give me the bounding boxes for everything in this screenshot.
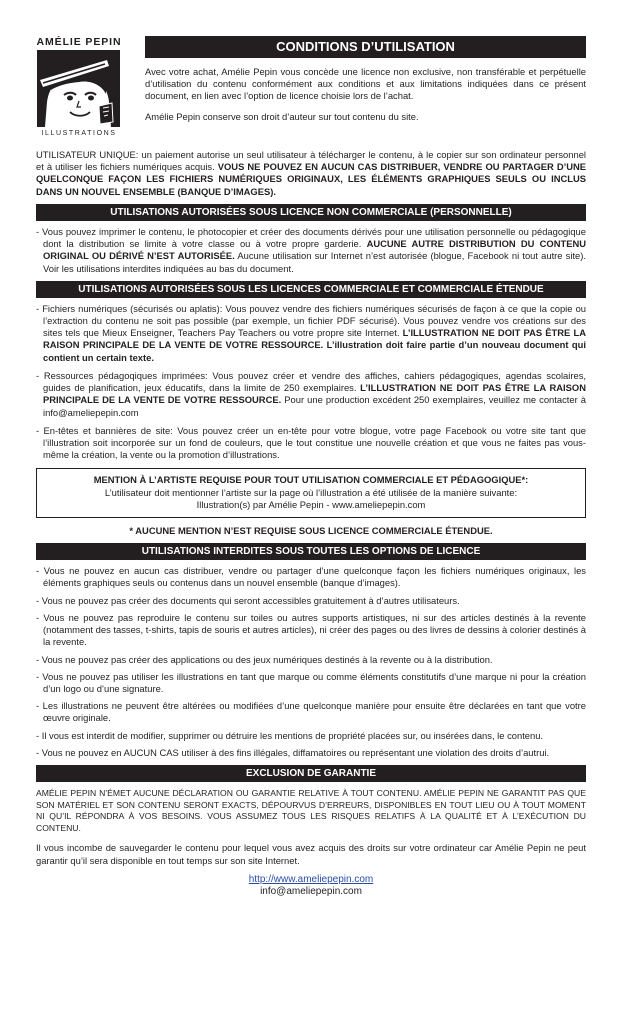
list-item: - Les illustrations ne peuvent être altérées ou modifiées d’une quelconque manière pour ensuite être déclarées en tant que votre œuvre originale.	[36, 700, 586, 724]
list-item: - Vous ne pouvez pas reproduire le contenu sur toiles ou autres supports artistiques, ni sur des articles destinés à la revente (notamment des tasses, t-shirts, tapis de souris et autres articles), ni créer des pages ou des livres de dessins à colorier destinés à la revente.	[36, 611, 586, 648]
mention-line-1: L’utilisateur doit mentionner l’artiste sur la page où l’illustration a été utilisée de la manière suivante:	[104, 486, 518, 498]
warranty-heading: EXCLUSION DE GARANTIE	[36, 765, 586, 782]
single-user-paragraph	[36, 149, 586, 198]
list-item	[36, 370, 586, 419]
title-block	[145, 36, 586, 131]
personal-license-list	[36, 226, 586, 275]
no-mention-note: * AUCUNE MENTION N’EST REQUISE SOUS LICENCE COMMERCIALE ÉTENDUE.	[129, 525, 493, 537]
logo-name: AMÉLIE PEPIN	[36, 36, 122, 48]
list-item: - Vous ne pouvez pas utiliser les illustrations en tant que marque ou comme éléments constitutifs d’une marque ni pour la création d’un logo ou d’une signature.	[36, 670, 586, 694]
list-item	[36, 226, 586, 275]
single-user-text: UTILISATEUR UNIQUE: un paiement autorise un seul utilisateur à télécharger le contenu, à le copier sur son ordinateur personnel et à utiliser les fichiers numériques acquis.	[36, 149, 586, 173]
contact-email: info@ameliepepin.com	[260, 886, 362, 898]
logo	[36, 36, 122, 140]
artist-mention-box	[36, 468, 586, 518]
mention-line-2: Illustration(s) par Amélie Pepin - www.ameliepepin.com	[196, 498, 426, 510]
list-item: - Vous ne pouvez en aucun cas distribuer, vendre ou partager d’une quelconque façon les fichiers numériques originaux, les éléments graphiques seuls ou contenus dans un nouvel ensemble (banque d’images).	[36, 565, 586, 589]
intro-paragraph-1: Avec votre achat, Amélie Pepin vous concède une licence non exclusive, non transférable et perpétuelle d’utilisation du contenu conformément aux conditions et aux limitations indiquées dans ce présent document, en lien avec l’option de licence choisie lors de l’achat.	[145, 66, 586, 102]
commercial-item-2-text: - Ressources pédagoqiques imprimées: Vous pouvez créer et vendre des affiches, cahiers pédagogiques, agendas scolaires, guides de planification, jeux éducatifs, dans la limite de 250 exemplaires.	[36, 369, 586, 394]
warranty-disclaimer: AMÉLIE PEPIN N’ÉMET AUCUNE DÉCLARATION OU GARANTIE RELATIVE À TOUT CONTENU. AMÉLIE PEPIN NE GARANTIT PAS QUE SON MATÉRIEL ET SON CONTENU SERONT EXACTS, DÉPOURVUS D’ERREURS, DISPONIBLES EN TOUT LIEU OU À TOUT MOMENT NI QU’IL RÉPONDRA À VOS BESOINS. VOUS ASSUMEZ TOUS LES RISQUES RELATIFS À LA QUALITÉ ET À L’EXÉCUTION DU CONTENU.	[36, 788, 586, 833]
forbidden-uses-list	[36, 565, 586, 759]
personal-license-heading: UTILISATIONS AUTORISÉES SOUS LICENCE NON COMMERCIALE (PERSONNELLE)	[36, 204, 586, 221]
commercial-license-list	[36, 303, 586, 462]
list-item	[36, 303, 586, 364]
intro-section	[145, 66, 586, 123]
intro-paragraph-2: Amélie Pepin conserve son droit d’auteur sur tout contenu du site.	[145, 110, 419, 122]
list-item: - Il vous est interdit de modifier, supprimer ou détruire les mentions de propriété placées sur, ou insérées dans, le contenu.	[36, 729, 544, 741]
document-page	[36, 36, 586, 899]
logo-portrait-icon	[37, 50, 120, 127]
logo-subtitle: ILLUSTRATIONS	[41, 130, 117, 137]
personal-item-text: - Vous pouvez imprimer le contenu, le photocopier et créer des documents dérivés pour une utilisation personnelle ou pédagogique dont la distribution se limite à votre classe ou à votre propre garderie.	[36, 225, 586, 250]
footer	[36, 874, 586, 899]
page-title: CONDITIONS D’UTILISATION	[145, 36, 586, 58]
list-item: - En-têtes et bannières de site: Vous pouvez créer un en-tête pour votre blogue, votre page Facebook ou votre site tant que l’illustration soit incorporée sur un fond de couleurs, que le tout constitue une nouvelle création et que vous ne faites pas vous-même la création, la vente ou la promotion d’illustrations.	[36, 424, 586, 461]
list-item: - Vous ne pouvez en AUCUN CAS utiliser à des fins illégales, diffamatoires ou représentant une violation des droits d’autrui.	[36, 746, 550, 758]
commercial-item-1-warning: L’ILLUSTRATION NE DOIT PAS ÊTRE LA RAISON PRINCIPALE DE LA VENTE DE VOTRE RESSOURCE. L’illustration doit faire partie d’un nouveau document qui contient un certain texte.	[43, 327, 586, 363]
personal-item-text-end: Aucune utilisation sur Internet n’est autorisée (blogue, Facebook ni tout autre site). Voir les utilisations interdites indiquées au bas du document.	[43, 250, 586, 274]
list-item: - Vous ne pouvez pas créer des applications ou des jeux numériques destinés à la revente ou à la distribution.	[36, 653, 493, 665]
commercial-item-1-text: - Fichiers numériques (sécurisés ou aplatis): Vous pouvez vendre des fichiers numériques sécurisés de façon à ce que la copie ou l’extraction du contenu ne soit pas possible (par exemple, un fichier PDF sécurisé). Vous pouvez vendre vos créations sur des sites tels que Mieux Enseigner, Teachers Pay Teachers ou votre propre site Internet.	[36, 302, 586, 339]
commercial-item-2-text-end: Pour une production excédent 250 exemplaires, veuillez me contacter à info@ameliepepin.com	[43, 394, 586, 418]
mention-title: MENTION À L’ARTISTE REQUISE POUR TOUT UTILISATION COMMERCIALE ET PÉDAGOGIQUE*:	[93, 474, 529, 486]
personal-item-warning: AUCUNE AUTRE DISTRIBUTION DU CONTENU ORIGINAL OU DÉRIVÉ N’EST AUTORISÉE.	[43, 238, 586, 262]
forbidden-uses-heading: UTILISATIONS INTERDITES SOUS TOUTES LES OPTIONS DE LICENCE	[36, 543, 586, 560]
list-item: - Vous ne pouvez pas créer des documents qui seront accessibles gratuitement à d’autres utilisateurs.	[36, 594, 460, 606]
commercial-item-2-warning: L’ILLUSTRATION NE DOIT PAS ÊTRE LA RAISON PRINCIPALE DE LA VENTE DE VOTRE RESSOURCE.	[43, 382, 586, 406]
commercial-license-heading: UTILISATIONS AUTORISÉES SOUS LES LICENCES COMMERCIALE ET COMMERCIALE ÉTENDUE	[36, 281, 586, 298]
single-user-warning: VOUS NE POUVEZ EN AUCUN CAS DISTRIBUER, VENDRE OU PARTAGER D’UNE QUELCONQUE FAÇON LES FICHIERS NUMÉRIQUES ORIGINAUX, LES ÉLÉMENTS GRAPHIQUES SEULS OU INCLUS DANS UN NOUVEL ENSEMBLE (BANQUE D’IMAGES).	[36, 161, 586, 197]
website-link[interactable]: http://www.ameliepepin.com	[248, 873, 374, 885]
header-area	[36, 36, 586, 142]
backup-notice: Il vous incombe de sauvegarder le contenu pour lequel vous avez acquis des droits sur votre ordinateur car Amélie Pepin ne peut garantir qu’il sera disponible en tout temps sur son site Internet.	[36, 842, 586, 866]
